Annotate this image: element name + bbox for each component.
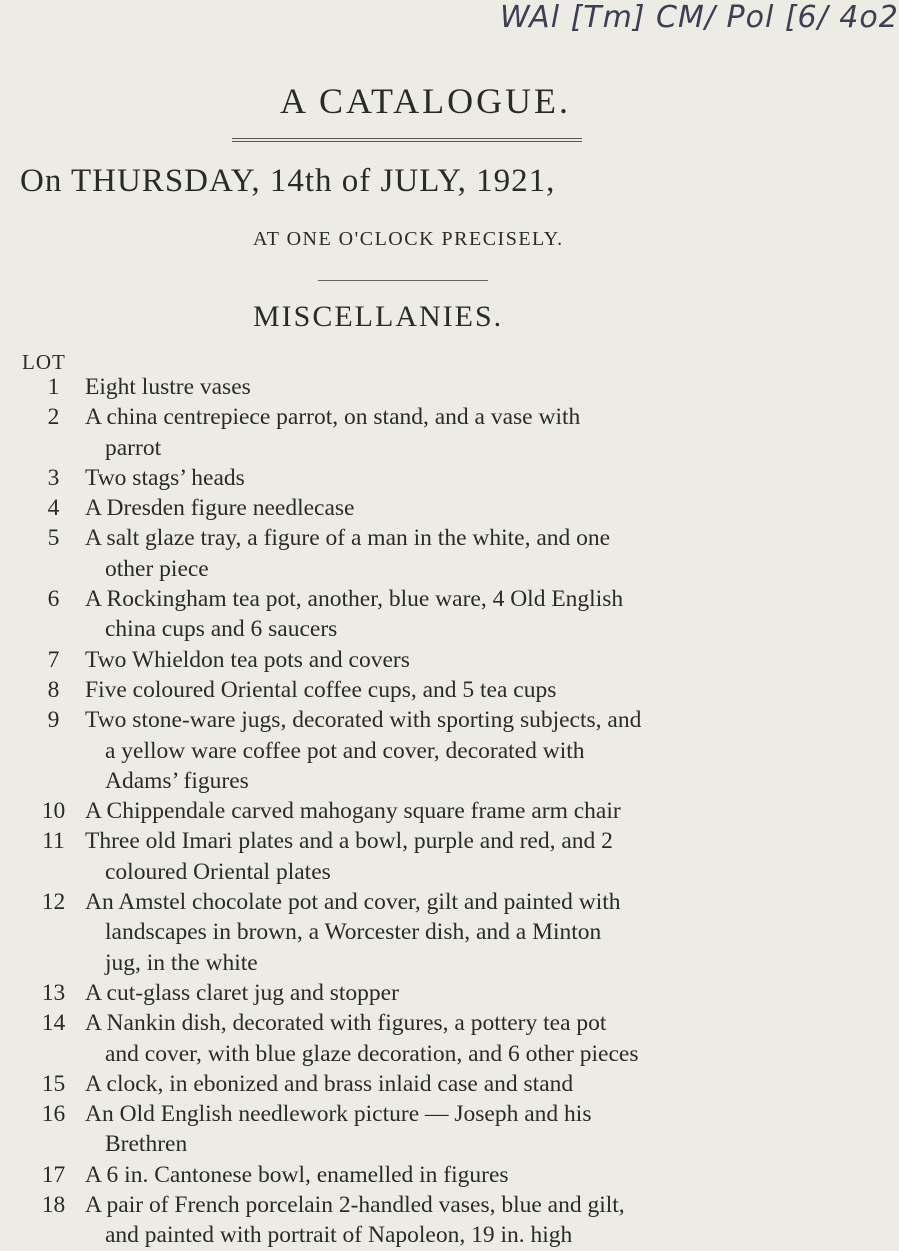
lot-description-line: jug, in the white	[105, 949, 258, 976]
lot-description-line: coloured Oriental plates	[105, 858, 331, 885]
lot-description	[85, 372, 797, 402]
lot-description-line: Eight lustre vases	[85, 374, 251, 400]
lot-number: 8	[47, 676, 60, 703]
lot-number: 14	[41, 1010, 66, 1037]
lot-description-line: An Amstel chocolate pot and cover, gilt and painted with	[85, 889, 621, 916]
lot-description-line: Five coloured Oriental coffee cups, and 5 tea cups	[85, 676, 557, 703]
lot-item	[22, 705, 797, 796]
lot-description-line: A 6 in. Cantonese bowl, enamelled in figures	[85, 1161, 509, 1188]
lot-description	[85, 463, 797, 493]
lot-number: 13	[41, 979, 66, 1006]
lot-number: 10	[41, 798, 66, 825]
lot-number: 1	[47, 374, 60, 400]
lot-description-line: parrot	[105, 434, 162, 461]
lot-number: 16	[41, 1101, 66, 1128]
lot-description	[85, 584, 797, 645]
lot-description-line: Two stone-ware jugs, decorated with sporting subjects, and	[85, 707, 642, 734]
lot-description-line: Two stags’ heads	[85, 464, 245, 491]
lot-description	[85, 645, 797, 675]
lot-item	[22, 584, 797, 645]
lot-item	[22, 887, 797, 978]
sale-date: On THURSDAY, 14th of JULY, 1921,	[20, 163, 556, 199]
lot-item	[22, 1069, 797, 1099]
lot-list	[22, 372, 797, 1251]
lot-description-line: A salt glaze tray, a figure of a man in the white, and one	[85, 525, 611, 552]
catalogue-title: A CATALOGUE.	[279, 81, 572, 121]
lot-description	[85, 1160, 797, 1190]
lot-number: 15	[41, 1070, 66, 1097]
lot-description	[85, 1069, 797, 1099]
lot-number: 5	[47, 525, 60, 552]
lot-description	[85, 675, 797, 705]
lot-item	[22, 978, 797, 1008]
lot-description	[85, 978, 797, 1008]
sale-time: AT ONE O'CLOCK PRECISELY.	[253, 228, 564, 250]
lot-description-line: a yellow ware coffee pot and cover, decorated with	[105, 737, 585, 764]
lot-item	[22, 796, 797, 826]
lot-description	[85, 1099, 797, 1160]
lot-description-line: other piece	[105, 555, 209, 582]
lot-description-line: A pair of French porcelain 2-handled vases, blue and gilt,	[85, 1192, 625, 1219]
lot-item	[22, 1008, 797, 1069]
lot-description-line: A Nankin dish, decorated with figures, a pottery tea pot	[85, 1010, 607, 1037]
lot-description-line: An Old English needlework picture — Joseph and his	[85, 1101, 592, 1128]
lot-description-line: A Rockingham tea pot, another, blue ware, 4 Old English	[85, 586, 624, 613]
lot-number: 12	[41, 889, 66, 916]
lot-description	[85, 493, 797, 523]
lot-number: 4	[47, 495, 60, 522]
lot-item	[22, 523, 797, 584]
lot-description-line: A china centrepiece parrot, on stand, and a vase with	[85, 404, 581, 431]
lot-description	[85, 887, 797, 978]
lot-description	[85, 1008, 797, 1069]
lot-number: 11	[42, 828, 65, 855]
title-rule	[232, 138, 582, 142]
lot-description-line: and cover, with blue glaze decoration, and 6 other pieces	[105, 1040, 639, 1067]
lot-item	[22, 402, 797, 463]
section-rule	[318, 280, 488, 281]
lot-description	[85, 1190, 797, 1251]
lot-description-line: Brethren	[105, 1131, 188, 1158]
lot-description-line: china cups and 6 saucers	[105, 616, 338, 643]
lot-number: 2	[47, 404, 60, 431]
lot-item	[22, 463, 797, 493]
handwritten-note: WAl [Tm] CM/ Pol [6/ 4o2	[500, 0, 899, 35]
lot-description-line: Adams’ figures	[105, 767, 249, 794]
lot-number: 6	[47, 586, 60, 613]
lot-number: 7	[47, 646, 60, 673]
lot-description-line: landscapes in brown, a Worcester dish, and a Minton	[105, 919, 602, 946]
lot-description-line: A cut-glass claret jug and stopper	[85, 979, 399, 1006]
lot-description	[85, 705, 797, 796]
lot-description	[85, 796, 797, 826]
lot-description-line: A Chippendale carved mahogany square frame arm chair	[85, 798, 621, 825]
lot-item	[22, 1160, 797, 1190]
lot-description-line: A clock, in ebonized and brass inlaid case and stand	[85, 1070, 574, 1097]
lot-item	[22, 675, 797, 705]
lot-number: 17	[41, 1161, 66, 1188]
lot-description	[85, 523, 797, 584]
lot-description-line: Three old Imari plates and a bowl, purple and red, and 2	[85, 828, 613, 855]
lot-number: 9	[47, 707, 60, 734]
lot-item	[22, 645, 797, 675]
lot-number: 18	[41, 1192, 66, 1219]
lot-item	[22, 826, 797, 887]
lot-description-line: Two Whieldon tea pots and covers	[85, 646, 410, 673]
section-heading: MISCELLANIES.	[253, 300, 504, 333]
lot-number: 3	[47, 464, 60, 491]
lot-description-line: A Dresden figure needlecase	[85, 495, 355, 522]
lot-description	[85, 826, 797, 887]
lot-item	[22, 1099, 797, 1160]
lot-description-line: and painted with portrait of Napoleon, 19 in. high	[105, 1222, 573, 1249]
lot-item	[22, 372, 797, 402]
lot-description	[85, 402, 797, 463]
lot-item	[22, 493, 797, 523]
lot-column-label: LOT	[22, 350, 66, 374]
lot-item	[22, 1190, 797, 1251]
